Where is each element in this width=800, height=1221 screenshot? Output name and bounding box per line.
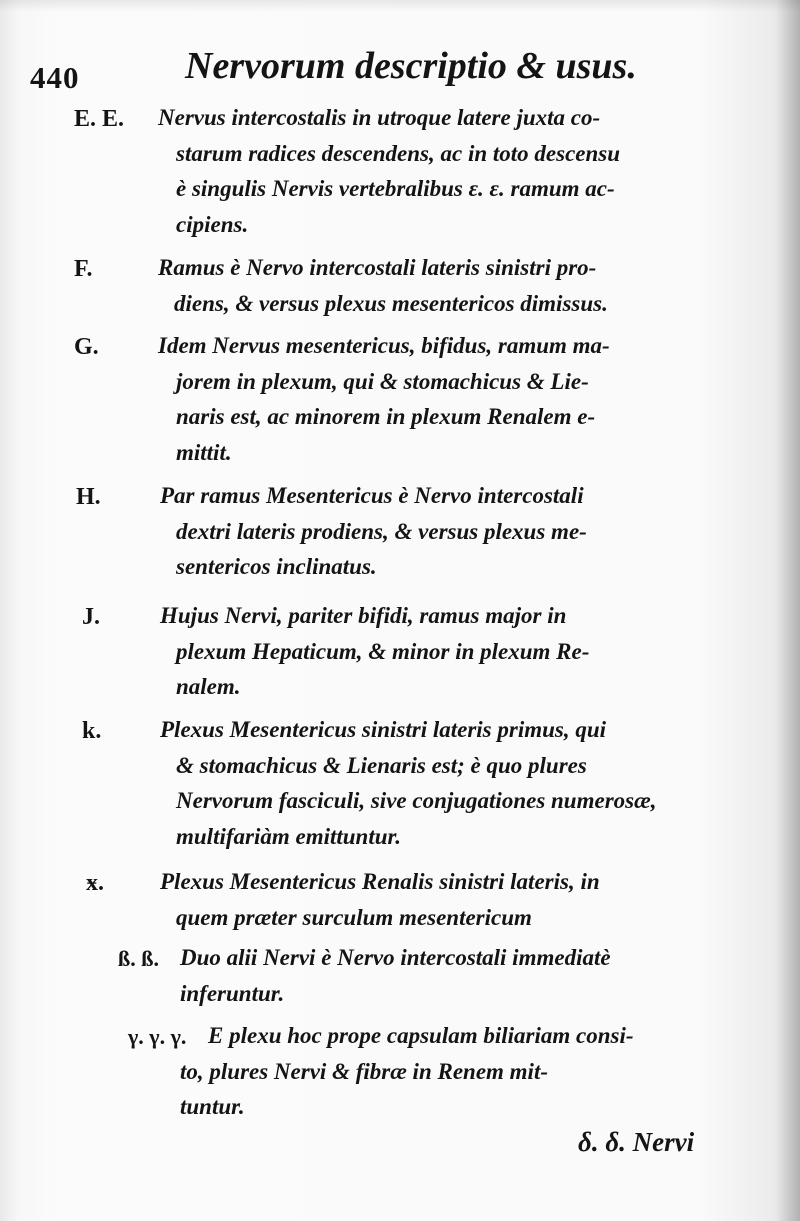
entry-text	[160, 478, 587, 585]
entry-text	[158, 250, 608, 321]
entry-label: k.	[82, 718, 102, 744]
text-line: Nervorum fasciculi, sive conjugationes numerosæ,	[176, 788, 657, 813]
text-line: quem præter surculum mesentericum	[176, 904, 532, 930]
text-line: & stomachicus & Lienaris est; è quo plures	[176, 752, 587, 778]
text-line: Nervus intercostalis in utroque latere juxta co-	[158, 105, 601, 130]
text-line: to, plures Nervi & fibræ in Renem mit-	[180, 1058, 548, 1084]
entry-label: F.	[74, 256, 93, 282]
page-header	[0, 40, 800, 100]
text-line: sentericos inclinatus.	[176, 554, 377, 579]
entry-text	[158, 100, 620, 242]
text-line: diens, & versus plexus mesentericos dimissus.	[174, 290, 608, 316]
text-line: Hujus Nervi, pariter bifidi, ramus major in	[160, 603, 567, 628]
running-head: Nervorum descriptio & usus.	[185, 45, 637, 87]
page-edge-shadow-top	[0, 0, 800, 12]
text-line: naris est, ac minorem in plexum Renalem e-	[176, 404, 596, 429]
text-line: Ramus è Nervo intercostali lateris sinistri pro-	[158, 255, 597, 280]
entry-text	[160, 864, 600, 935]
text-line: Idem Nervus mesentericus, bifidus, ramum ma-	[158, 333, 610, 358]
entry-label: ӿ.	[86, 870, 104, 896]
text-line: Par ramus Mesentericus è Nervo intercostali	[160, 483, 584, 508]
text-line: nalem.	[176, 674, 241, 699]
catchword: δ. δ. Nervi	[578, 1127, 695, 1157]
text-line: Plexus Mesentericus Renalis sinistri lateris, in	[160, 869, 600, 894]
page-gutter-shadow	[776, 0, 800, 1221]
entry-label: ß. ß.	[118, 946, 159, 971]
entry-label: γ. γ. γ.	[128, 1024, 187, 1049]
text-line: starum radices descendens, ac in toto descensu	[176, 140, 621, 166]
entry-label: J.	[82, 604, 100, 630]
text-line: jorem in plexum, qui & stomachicus & Lie-	[176, 368, 589, 394]
text-line: E plexu hoc prope capsulam biliariam consi-	[208, 1023, 634, 1048]
text-line: mittit.	[176, 439, 232, 465]
entry-text	[180, 1018, 634, 1125]
text-line: cipiens.	[176, 211, 249, 237]
text-line: Plexus Mesentericus sinistri lateris primus, qui	[160, 717, 607, 742]
text-line: inferuntur.	[180, 980, 285, 1006]
entry-label: H.	[76, 484, 101, 510]
text-line: Duo alii Nervi è Nervo intercostali immediatè	[180, 945, 611, 970]
entry-text	[160, 712, 656, 854]
text-line: dextri lateris prodiens, & versus plexus me-	[176, 518, 587, 544]
text-line: plexum Hepaticum, & minor in plexum Re-	[176, 638, 590, 664]
entry-text	[160, 598, 589, 705]
entry-text	[158, 328, 610, 470]
entry-label: E. E.	[74, 106, 125, 132]
page-number: 440	[30, 60, 80, 95]
text-line: multifariàm emittuntur.	[176, 823, 401, 849]
entry-text	[180, 940, 611, 1011]
text-line: tuntur.	[180, 1094, 245, 1119]
entry-label: G.	[74, 334, 99, 360]
text-line: è singulis Nervis vertebralibus ε. ε. ramum ac-	[176, 176, 615, 201]
